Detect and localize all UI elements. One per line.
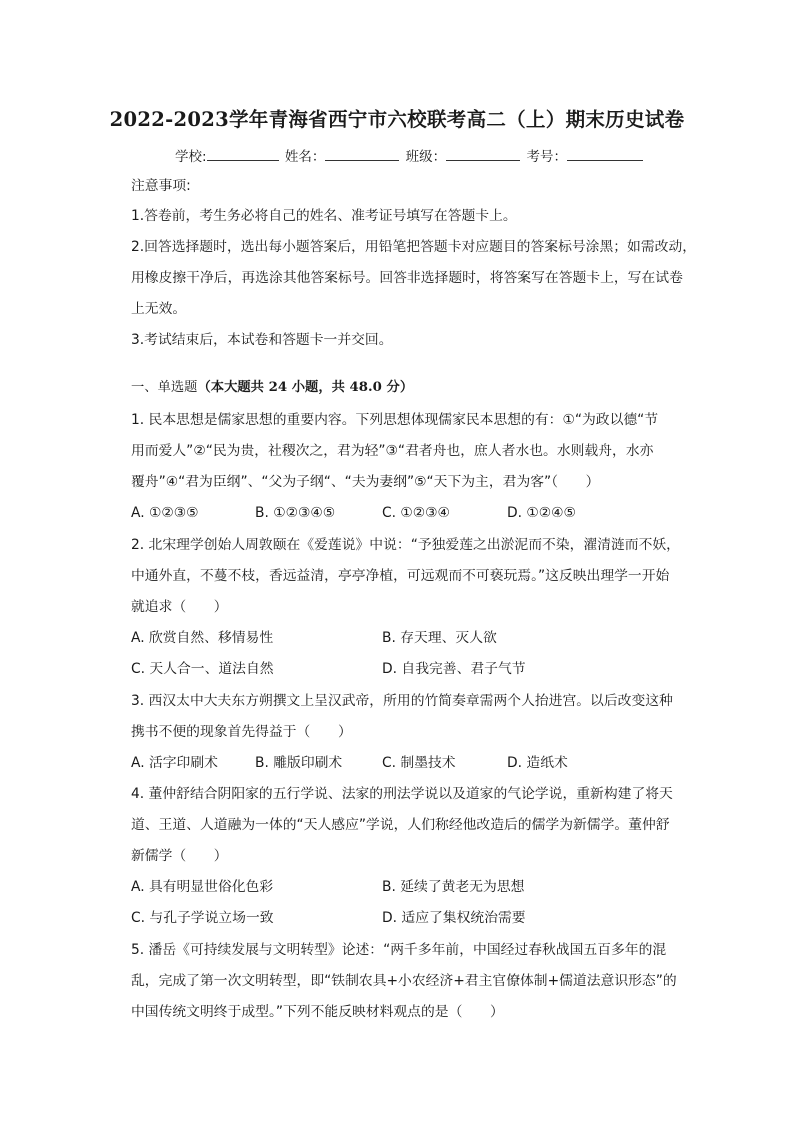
q2-line-1: 2. 北宋理学创始人周敦颐在《爱莲说》中说：“予独爱莲之出淤泥而不染，濯清涟而不妖， xyxy=(131,537,680,553)
q3-option-d: D. 造纸术 xyxy=(507,755,568,771)
q2-option-c: C. 天人合一、道法自然 xyxy=(131,661,274,677)
q3-line-2: 携书不便的现象首先得益于（ ） xyxy=(131,724,352,740)
q2-option-a: A. 欣赏自然、移情易性 xyxy=(131,630,274,646)
page-title: 2022-2023学年青海省西宁市六校联考高二（上）期末历史试卷 xyxy=(109,108,685,131)
q3-option-a: A. 活字印刷术 xyxy=(131,755,218,771)
q2-option-d: D. 自我完善、君子气节 xyxy=(382,661,526,677)
class-label: 班级： xyxy=(405,149,447,165)
q3-line-1: 3. 西汉太中大夫东方朔撰文上呈汉武帝，所用的竹简奏章需两个人抬进宫。以后改变这种 xyxy=(131,693,673,709)
q4-option-d: D. 适应了集权统治需要 xyxy=(382,910,526,926)
q2-option-b: B. 存天理、灭人欲 xyxy=(382,630,497,646)
q1-option-d: D. ①②④⑤ xyxy=(507,505,576,521)
number-blank xyxy=(567,146,643,161)
q5-line-1: 5. 潘岳《可持续发展与文明转型》论述：“两千多年前，中国经过春秋战国五百多年的混 xyxy=(131,942,667,958)
section-prefix: 一、单选题 xyxy=(131,380,198,395)
school-blank xyxy=(207,146,279,161)
q5-line-3: 中国传统文明终于成型。”下列不能反映材料观点的是（ ） xyxy=(131,1004,504,1020)
class-blank xyxy=(446,146,520,161)
notice-item-3: 3.考试结束后，本试卷和答题卡一并交回。 xyxy=(131,332,393,348)
name-blank xyxy=(325,146,399,161)
q4-option-a: A. 具有明显世俗化色彩 xyxy=(131,879,274,895)
q1-option-b: B. ①②③④⑤ xyxy=(255,505,336,521)
q1-line-2: 用而爱人”②“民为贵，社稷次之，君为轻”③“君者舟也，庶人者水也。水则载舟，水亦 xyxy=(131,443,654,459)
q1-option-a: A. ①②③⑤ xyxy=(131,505,199,521)
notice-heading: 注意事项: xyxy=(131,178,191,194)
number-label: 考号： xyxy=(526,149,567,165)
school-label: 学校: xyxy=(175,149,207,165)
q3-option-c: C. 制墨技术 xyxy=(382,755,456,771)
q4-line-2: 道、王道、人道融为一体的“天人感应”学说，人们称经他改造后的儒学为新儒学。董仲舒 xyxy=(131,817,670,833)
q1-option-c: C. ①②③④ xyxy=(382,505,450,521)
q4-option-c: C. 与孔子学说立场一致 xyxy=(131,910,274,926)
q4-line-3: 新儒学（ ） xyxy=(131,848,228,864)
q4-option-b: B. 延续了黄老无为思想 xyxy=(382,879,525,895)
notice-item-2-line-2: 用橡皮擦干净后，再选涂其他答案标号。回答非选择题时，将答案写在答题卡上，写在试卷 xyxy=(131,270,683,286)
notice-item-2-line-1: 2.回答选择题时，选出每小题答案后，用铅笔把答题卡对应题目的答案标号涂黑；如需改动， xyxy=(131,239,697,255)
student-info-row xyxy=(175,145,645,165)
q4-line-1: 4. 董仲舒结合阴阳家的五行学说、法家的刑法学说以及道家的气论学说，重新构建了将天 xyxy=(131,786,673,802)
notice-item-1: 1.答卷前，考生务必将自己的姓名、准考证号填写在答题卡上。 xyxy=(131,208,517,224)
q5-line-2: 乱，完成了第一次文明转型，即“铁制农具+小农经济+君主官僚体制+儒道法意识形态”的 xyxy=(131,973,677,989)
name-label: 姓名： xyxy=(284,149,326,165)
q1-line-1: 1. 民本思想是儒家思想的重要内容。下列思想体现儒家民本思想的有：①“为政以德“节 xyxy=(131,412,659,428)
q1-line-3: 覆舟”④“君为臣纲”、“父为子纲“、“夫为妻纲”⑤“天下为主，君为客”（ ） xyxy=(131,474,600,490)
section-detail: （本大题共 24 小题，共 48.0 分） xyxy=(197,380,414,395)
q2-line-2: 中通外直，不蔓不枝，香远益清，亭亭净植，可远观而不可亵玩焉。”这反映出理学一开始 xyxy=(131,568,670,584)
q2-line-3: 就追求（ ） xyxy=(131,599,228,615)
section-heading xyxy=(131,378,413,398)
q3-option-b: B. 雕版印刷术 xyxy=(255,755,343,771)
notice-item-2-line-3: 上无效。 xyxy=(131,301,187,317)
